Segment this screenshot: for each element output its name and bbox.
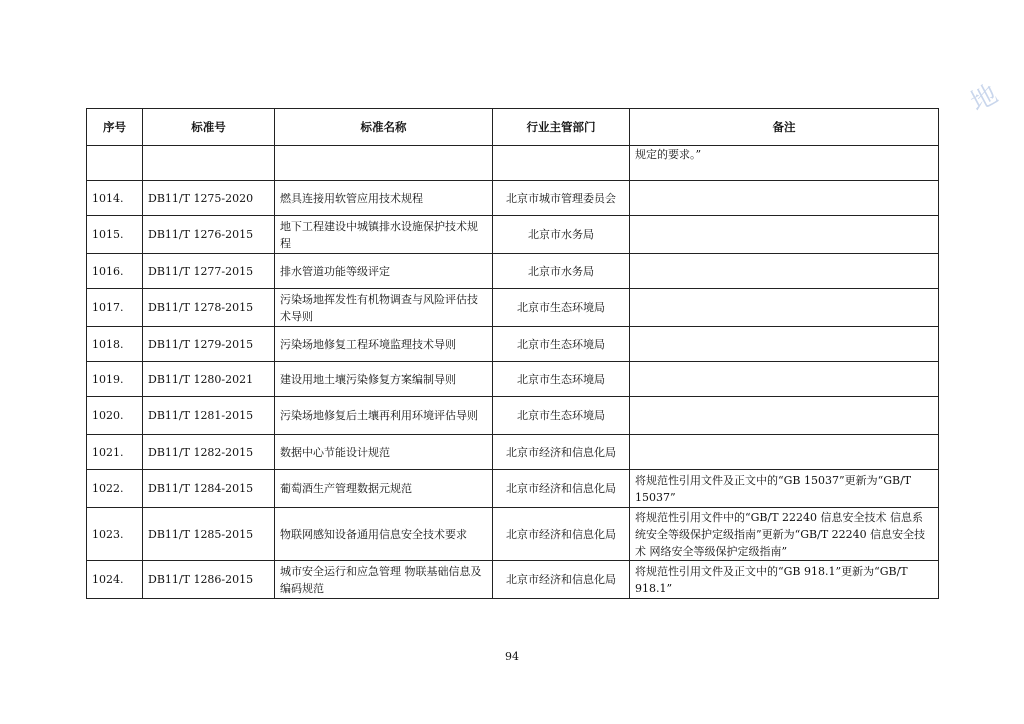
cell-name: 污染场地挥发性有机物调查与风险评估技术导则	[275, 289, 493, 327]
cell-name: 城市安全运行和应急管理 物联基础信息及编码规范	[275, 561, 493, 599]
cell-note	[630, 327, 939, 362]
cell-note: 将规范性引用文件及正文中的“GB 918.1”更新为“GB/T 918.1”	[630, 561, 939, 599]
cell-serial: 1017.	[87, 289, 143, 327]
cell-serial: 1014.	[87, 181, 143, 216]
cell-name: 污染场地修复工程环境监理技术导则	[275, 327, 493, 362]
cell-serial: 1019.	[87, 362, 143, 397]
cell-note	[630, 216, 939, 254]
cell-code: DB11/T 1277-2015	[143, 254, 275, 289]
header-standard-code: 标准号	[143, 109, 275, 146]
cell-name: 地下工程建设中城镇排水设施保护技术规程	[275, 216, 493, 254]
cell-dept: 北京市生态环境局	[493, 362, 630, 397]
cell-empty	[275, 146, 493, 181]
cell-serial: 1016.	[87, 254, 143, 289]
table-row	[87, 327, 939, 362]
cell-dept: 北京市水务局	[493, 254, 630, 289]
cell-code: DB11/T 1276-2015	[143, 216, 275, 254]
cell-name: 建设用地土壤污染修复方案编制导则	[275, 362, 493, 397]
table-row-continuation	[87, 146, 939, 181]
cell-serial: 1020.	[87, 397, 143, 435]
cell-empty	[493, 146, 630, 181]
cell-serial: 1023.	[87, 508, 143, 561]
table-header-row	[87, 109, 939, 146]
cell-empty	[87, 146, 143, 181]
cell-serial: 1024.	[87, 561, 143, 599]
cell-serial: 1021.	[87, 435, 143, 470]
standards-table	[86, 108, 939, 599]
cell-code: DB11/T 1284-2015	[143, 470, 275, 508]
cell-code: DB11/T 1275-2020	[143, 181, 275, 216]
cell-code: DB11/T 1278-2015	[143, 289, 275, 327]
cell-code: DB11/T 1285-2015	[143, 508, 275, 561]
cell-note	[630, 397, 939, 435]
header-standard-name: 标准名称	[275, 109, 493, 146]
cell-code: DB11/T 1279-2015	[143, 327, 275, 362]
table-row	[87, 362, 939, 397]
page-number: 94	[505, 650, 519, 663]
cell-serial: 1018.	[87, 327, 143, 362]
table-row	[87, 397, 939, 435]
cell-dept: 北京市生态环境局	[493, 397, 630, 435]
cell-note: 将规范性引用文件及正文中的“GB 15037”更新为“GB/T 15037”	[630, 470, 939, 508]
table-row	[87, 216, 939, 254]
cell-code: DB11/T 1280-2021	[143, 362, 275, 397]
watermark-text: 地	[965, 79, 1003, 119]
header-department: 行业主管部门	[493, 109, 630, 146]
cell-dept: 北京市经济和信息化局	[493, 561, 630, 599]
header-note: 备注	[630, 109, 939, 146]
cell-dept: 北京市经济和信息化局	[493, 508, 630, 561]
table-row	[87, 561, 939, 599]
cell-name: 物联网感知设备通用信息安全技术要求	[275, 508, 493, 561]
cell-serial: 1022.	[87, 470, 143, 508]
cell-note	[630, 289, 939, 327]
cell-empty	[143, 146, 275, 181]
cell-name: 燃具连接用软管应用技术规程	[275, 181, 493, 216]
table-row	[87, 435, 939, 470]
cell-note	[630, 254, 939, 289]
cell-dept: 北京市水务局	[493, 216, 630, 254]
table-row	[87, 508, 939, 561]
cell-dept: 北京市生态环境局	[493, 327, 630, 362]
table-row	[87, 254, 939, 289]
cell-name: 葡萄酒生产管理数据元规范	[275, 470, 493, 508]
table-row	[87, 470, 939, 508]
cell-name: 数据中心节能设计规范	[275, 435, 493, 470]
cell-code: DB11/T 1281-2015	[143, 397, 275, 435]
cell-code: DB11/T 1282-2015	[143, 435, 275, 470]
table-row	[87, 181, 939, 216]
cell-dept: 北京市生态环境局	[493, 289, 630, 327]
cell-note: 将规范性引用文件中的“GB/T 22240 信息安全技术 信息系统安全等级保护定级指南”更新为“GB/T 22240 信息安全技术 网络安全等级保护定级指南”	[630, 508, 939, 561]
cell-note: 规定的要求。”	[630, 146, 939, 181]
cell-code: DB11/T 1286-2015	[143, 561, 275, 599]
cell-name: 污染场地修复后土壤再利用环境评估导则	[275, 397, 493, 435]
cell-dept: 北京市经济和信息化局	[493, 470, 630, 508]
cell-dept: 北京市城市管理委员会	[493, 181, 630, 216]
cell-note	[630, 435, 939, 470]
cell-serial: 1015.	[87, 216, 143, 254]
cell-note	[630, 362, 939, 397]
cell-name: 排水管道功能等级评定	[275, 254, 493, 289]
header-serial: 序号	[87, 109, 143, 146]
table-row	[87, 289, 939, 327]
cell-note	[630, 181, 939, 216]
cell-dept: 北京市经济和信息化局	[493, 435, 630, 470]
